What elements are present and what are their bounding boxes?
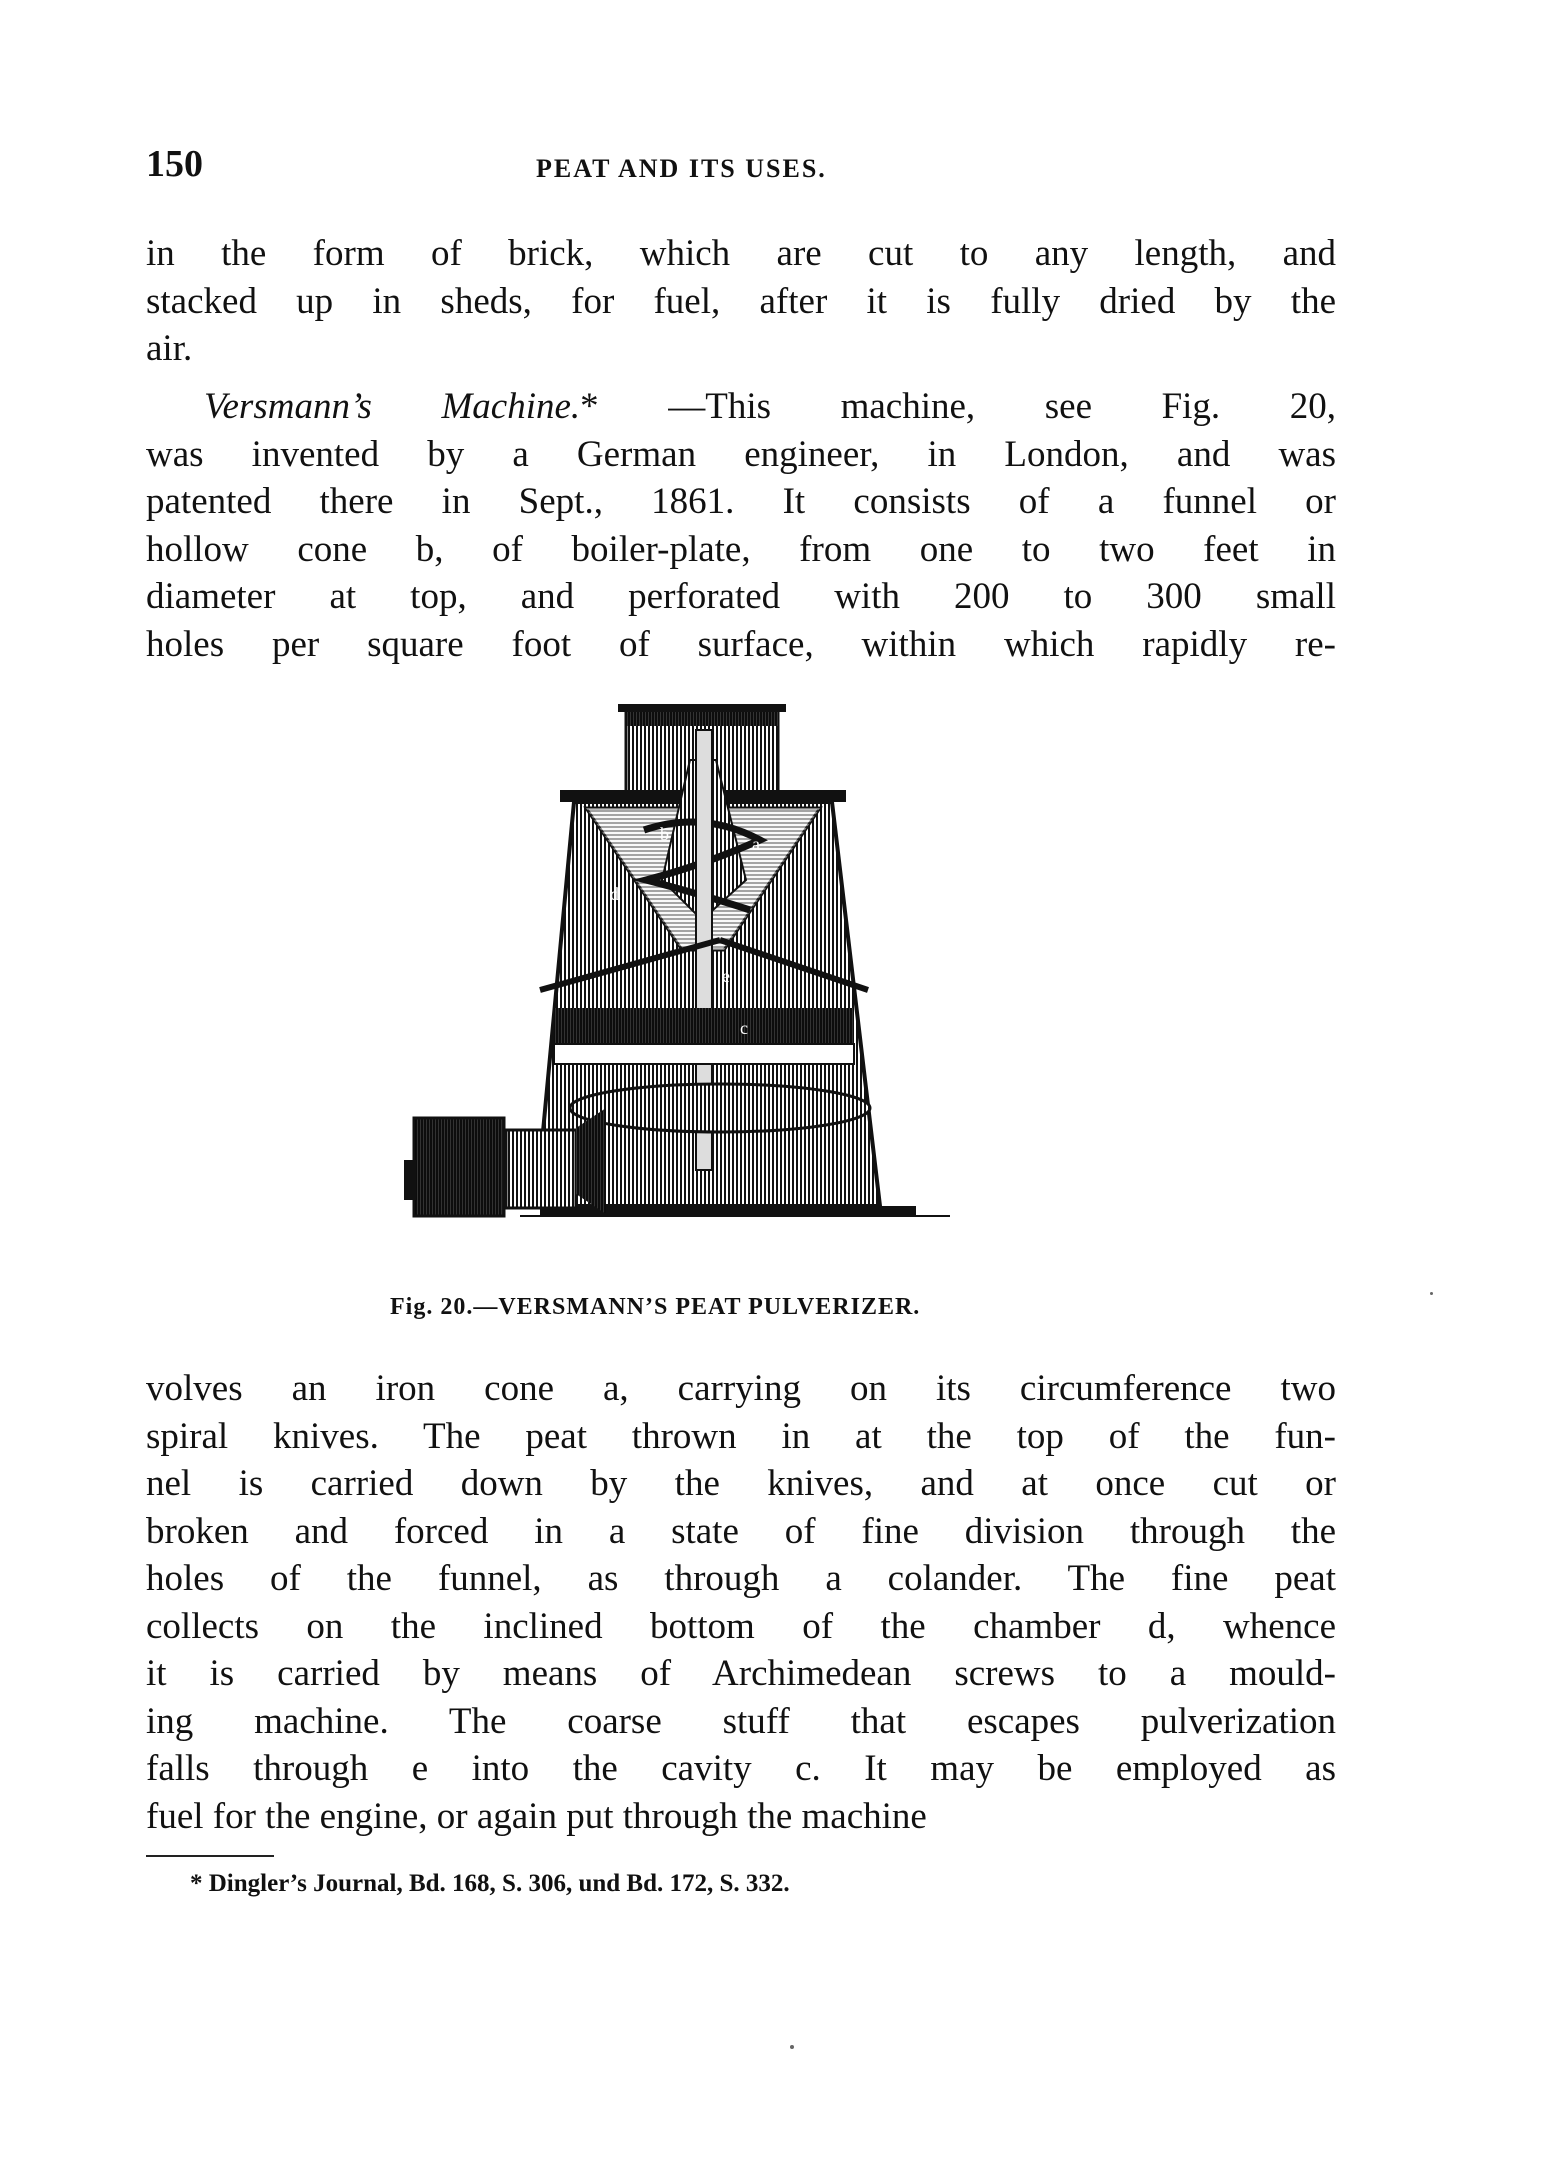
section-heading: Versmann’s Machine. [204,386,581,427]
footnote-mark: * [580,386,599,427]
heading-continuation: —This machine, see Fig. 20, [668,386,1336,427]
text-line: stacked up in sheds, for fuel, after it is fully dried by the [146,280,1336,322]
running-title: PEAT AND ITS USES. [536,154,827,183]
text-line: spiral knives. The peat thrown in at the top of the fun- [146,1415,1336,1457]
label-e: e [722,966,730,986]
text-line: volves an iron cone a, carrying on its circumference two [146,1368,1336,1409]
text-line: broken and forced in a state of fine division through the [146,1510,1336,1552]
page-number: 150 [146,143,203,185]
figure-caption: Fig. 20.—VERSMANN’S PEAT PULVERIZER. [390,1294,921,1320]
text-line: it is carried by means of Archimedean screws to a mould- [146,1653,1336,1694]
text-line: fuel for the engine, or again put through the machine [146,1795,927,1837]
paragraph-operation [146,1365,1336,1840]
text-line: in the form of brick, which are cut to any length, and [146,233,1336,274]
footnote: * Dingler’s Journal, Bd. 168, S. 306, und Bd. 172, S. 332. [190,1870,790,1897]
text-line: collects on the inclined bottom of the chamber d, whence [146,1605,1336,1647]
text-line: was invented by a German engineer, in London, and was [146,433,1336,475]
paragraph-versmann-machine [146,383,1336,668]
print-speck [1430,1292,1433,1295]
text-line-first [146,383,1336,431]
footnote-divider [146,1855,274,1857]
text-line: falls through e into the cavity c. It may be employed as [146,1748,1336,1789]
figure-peat-pulverizer [340,690,1100,1280]
text-line: holes per square foot of surface, within which rapidly re- [146,623,1336,665]
text-line: air. [146,328,193,369]
print-speck [790,2045,794,2049]
text-line: patented there in Sept., 1861. It consists of a funnel or [146,481,1336,522]
text-line: holes of the funnel, as through a colander. The fine peat [146,1558,1336,1599]
text-line: ing machine. The coarse stuff that escapes pulverization [146,1700,1336,1742]
peat-pulverizer-illustration [340,690,1100,1280]
label-d: d [610,884,619,904]
label-b: b [660,824,669,844]
label-a: a [752,834,760,854]
text-line: nel is carried down by the knives, and at once cut or [146,1463,1336,1504]
paragraph-brick-fuel [146,230,1336,373]
text-line: diameter at top, and perforated with 200 to 300 small [146,576,1336,617]
label-c: c [740,1018,748,1038]
text-line: hollow cone b, of boiler-plate, from one to two feet in [146,528,1336,570]
page-header [146,142,1336,192]
